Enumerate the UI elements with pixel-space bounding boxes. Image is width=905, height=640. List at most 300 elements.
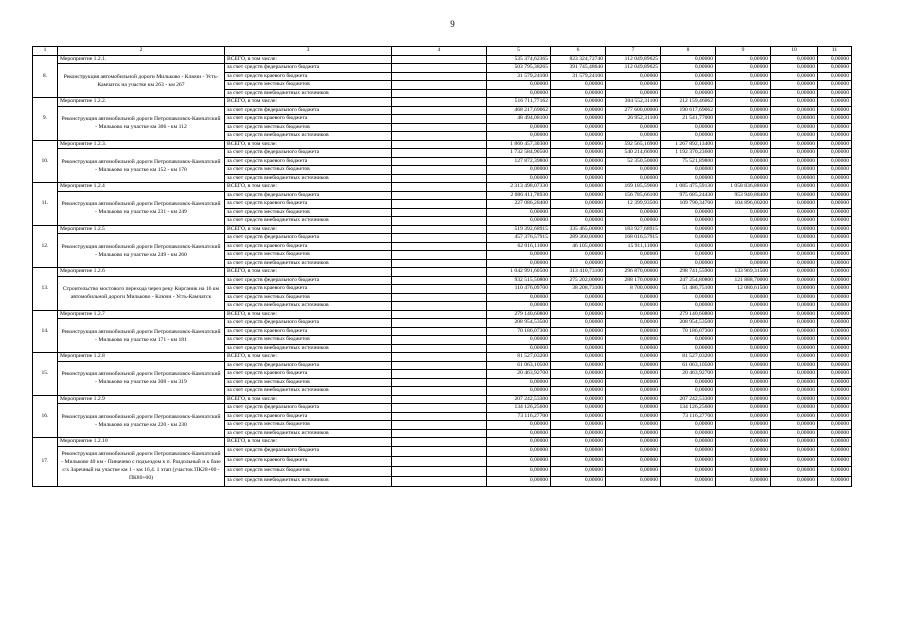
amount-cell: 0,00000 [716, 429, 771, 438]
amount-cell: 0,00000 [818, 166, 852, 175]
amount-cell: 0,00000 [771, 140, 818, 149]
amount-cell: 0,00000 [487, 217, 551, 226]
amount-cell: 0,00000 [716, 302, 771, 311]
amount-cell: 0,00000 [661, 225, 716, 234]
amount-cell: 0,00000 [771, 166, 818, 175]
funding-source: за счет средств местных бюджетов [225, 421, 392, 430]
amount-cell: 0,00000 [818, 217, 852, 226]
amount-cell: 391 745,48640 [551, 64, 606, 73]
funding-source: за счет средств федерального бюджета [225, 361, 392, 370]
column-header: 5 [487, 47, 551, 56]
amount-cell: 0,00000 [818, 89, 852, 98]
amount-cell: 0,00000 [487, 123, 551, 132]
amount-cell: 110 476,09700 [487, 285, 551, 294]
amount-cell: 0,00000 [661, 174, 716, 183]
funding-source: ВСЕГО, в том числе: [225, 183, 392, 192]
amount-cell: 20 463,92700 [661, 370, 716, 379]
amount-cell: 0,00000 [716, 234, 771, 243]
amount-cell: 0,00000 [818, 476, 852, 486]
amount-cell: 169 185,59600 [606, 183, 661, 192]
empty-cell [392, 89, 487, 98]
amount-cell: 0,00000 [771, 404, 818, 413]
funding-source: за счет средств краевого бюджета [225, 242, 392, 251]
amount-cell: 0,00000 [661, 55, 716, 64]
amount-cell: 0,00000 [771, 293, 818, 302]
amount-cell: 31 579,24100 [551, 72, 606, 81]
amount-cell: 0,00000 [716, 361, 771, 370]
amount-cell: 313 410,73100 [551, 268, 606, 277]
amount-cell: 0,00000 [716, 259, 771, 268]
amount-cell: 51 486,75100 [661, 285, 716, 294]
amount-cell: 12 399,93500 [606, 200, 661, 209]
amount-cell: 0,00000 [771, 395, 818, 404]
empty-cell [392, 242, 487, 251]
amount-cell: 0,00000 [771, 55, 818, 64]
table-row [33, 353, 852, 362]
amount-cell: 0,00000 [551, 157, 606, 166]
funding-source: ВСЕГО, в том числе: [225, 140, 392, 149]
amount-cell: 0,00000 [661, 302, 716, 311]
row-number: 17. [33, 438, 58, 487]
funding-source: за счет средств местных бюджетов [225, 378, 392, 387]
empty-cell [392, 72, 487, 81]
amount-cell: 0,00000 [818, 115, 852, 124]
measure-description: Реконструкция автомобильной дороги Петропавловск-Камчатский - Мильково на участке км 249 - км 260 [58, 234, 225, 268]
funding-source: за счет средств федерального бюджета [225, 234, 392, 243]
empty-cell [392, 412, 487, 421]
funding-source: за счет средств внебюджетных источников [225, 89, 392, 98]
funding-source: за счет средств внебюджетных источников [225, 429, 392, 438]
empty-cell [392, 302, 487, 311]
amount-cell: 227 086,28400 [487, 200, 551, 209]
amount-cell: 75 521,89800 [661, 157, 716, 166]
row-number: 14. [33, 310, 58, 353]
amount-cell: 38 208,73100 [551, 285, 606, 294]
amount-cell: 0,00000 [551, 149, 606, 158]
amount-cell: 0,00000 [771, 285, 818, 294]
amount-cell: 0,00000 [818, 421, 852, 430]
amount-cell: 190 617,69062 [661, 106, 716, 115]
amount-cell: 0,00000 [818, 200, 852, 209]
empty-cell [392, 200, 487, 209]
amount-cell: 0,00000 [661, 72, 716, 81]
empty-cell [392, 353, 487, 362]
funding-source: за счет средств краевого бюджета [225, 200, 392, 209]
amount-cell: 15 911,11000 [606, 242, 661, 251]
amount-cell: 0,00000 [606, 395, 661, 404]
row-number: 9. [33, 98, 58, 141]
funding-source: за счет средств краевого бюджета [225, 115, 392, 124]
amount-cell: 0,00000 [551, 421, 606, 430]
amount-cell: 0,00000 [771, 456, 818, 466]
amount-cell: 0,00000 [551, 395, 606, 404]
amount-cell: 0,00000 [606, 353, 661, 362]
amount-cell: 0,00000 [818, 268, 852, 277]
funding-source: за счет средств краевого бюджета [225, 456, 392, 466]
amount-cell: 0,00000 [818, 327, 852, 336]
funding-source: за счет средств внебюджетных источников [225, 132, 392, 141]
amount-cell: 156 785,66100 [606, 191, 661, 200]
amount-cell: 20 463,92700 [487, 370, 551, 379]
amount-cell: 0,00000 [818, 132, 852, 141]
amount-cell: 0,00000 [818, 319, 852, 328]
amount-cell: 0,00000 [661, 89, 716, 98]
empty-cell [392, 149, 487, 158]
amount-cell: 0,00000 [818, 208, 852, 217]
funding-table [32, 46, 852, 487]
amount-cell: 0,00000 [771, 183, 818, 192]
amount-cell: 592 565,16900 [606, 140, 661, 149]
table-row [33, 191, 852, 200]
table-row [33, 276, 852, 285]
table-row [33, 64, 852, 73]
amount-cell: 0,00000 [818, 387, 852, 396]
amount-cell: 0,00000 [551, 404, 606, 413]
amount-cell: 0,00000 [551, 115, 606, 124]
amount-cell: 503 795,38265 [487, 64, 551, 73]
funding-source: за счет средств внебюджетных источников [225, 302, 392, 311]
funding-source: ВСЕГО, в том числе: [225, 55, 392, 64]
amount-cell: 0,00000 [818, 149, 852, 158]
amount-cell: 0,00000 [551, 446, 606, 456]
amount-cell: 247 254,80800 [661, 276, 716, 285]
funding-source: за счет средств местных бюджетов [225, 208, 392, 217]
amount-cell: 0,00000 [661, 166, 716, 175]
column-header: 1 [33, 47, 58, 56]
amount-cell: 0,00000 [661, 132, 716, 141]
empty-cell [392, 476, 487, 486]
funding-source: за счет средств внебюджетных источников [225, 344, 392, 353]
amount-cell: 0,00000 [551, 208, 606, 217]
amount-cell: 0,00000 [818, 412, 852, 421]
amount-cell: 823 324,72740 [551, 55, 606, 64]
amount-cell: 0,00000 [606, 370, 661, 379]
amount-cell: 275 202,00000 [551, 276, 606, 285]
empty-cell [392, 225, 487, 234]
amount-cell: 0,00000 [606, 132, 661, 141]
table-row [33, 404, 852, 413]
amount-cell: 0,00000 [606, 438, 661, 447]
amount-cell: 0,00000 [487, 259, 551, 268]
amount-cell: 0,00000 [661, 208, 716, 217]
funding-source: за счет средств федерального бюджета [225, 191, 392, 200]
amount-cell: 0,00000 [771, 319, 818, 328]
amount-cell: 0,00000 [551, 166, 606, 175]
amount-cell: 0,00000 [771, 115, 818, 124]
amount-cell: 0,00000 [551, 200, 606, 209]
amount-cell: 81 527,03200 [487, 353, 551, 362]
amount-cell: 0,00000 [487, 81, 551, 90]
amount-cell: 0,00000 [771, 123, 818, 132]
amount-cell: 0,00000 [818, 293, 852, 302]
amount-cell: 0,00000 [771, 421, 818, 430]
funding-source: за счет средств внебюджетных источников [225, 174, 392, 183]
funding-source: за счет средств федерального бюджета [225, 64, 392, 73]
amount-cell: 0,00000 [716, 344, 771, 353]
measure-title: Мероприятие 1.2.7 [58, 310, 225, 319]
empty-cell [392, 115, 487, 124]
funding-source: ВСЕГО, в том числе: [225, 353, 392, 362]
amount-cell: 535 374,62365 [487, 55, 551, 64]
amount-cell: 0,00000 [716, 446, 771, 456]
amount-cell: 0,00000 [606, 361, 661, 370]
empty-cell [392, 183, 487, 192]
empty-cell [392, 276, 487, 285]
column-header: 4 [392, 47, 487, 56]
amount-cell: 0,00000 [716, 404, 771, 413]
page-number: 9 [450, 19, 455, 29]
amount-cell: 0,00000 [771, 268, 818, 277]
amount-cell: 0,00000 [818, 98, 852, 107]
funding-source: ВСЕГО, в том числе: [225, 310, 392, 319]
measure-title: Мероприятие 1.2.2. [58, 98, 225, 107]
amount-cell: 0,00000 [818, 64, 852, 73]
funding-source: за счет средств внебюджетных источников [225, 387, 392, 396]
row-number: 16. [33, 395, 58, 438]
amount-cell: 112 049,89625 [606, 55, 661, 64]
funding-source: за счет средств краевого бюджета [225, 285, 392, 294]
amount-cell: 0,00000 [771, 200, 818, 209]
amount-cell: 0,00000 [716, 476, 771, 486]
empty-cell [392, 174, 487, 183]
amount-cell: 0,00000 [661, 64, 716, 73]
table-row [33, 361, 852, 370]
amount-cell: 0,00000 [487, 132, 551, 141]
amount-cell: 0,00000 [818, 55, 852, 64]
amount-cell: 0,00000 [771, 191, 818, 200]
amount-cell: 207 242,53300 [487, 395, 551, 404]
row-number: 11. [33, 183, 58, 226]
amount-cell: 0,00000 [606, 259, 661, 268]
amount-cell: 0,00000 [818, 276, 852, 285]
empty-cell [392, 421, 487, 430]
table-row [33, 395, 852, 404]
table-row [33, 225, 852, 234]
amount-cell: 207 242,53300 [661, 395, 716, 404]
amount-cell: 0,00000 [551, 466, 606, 476]
empty-cell [392, 191, 487, 200]
amount-cell: 0,00000 [606, 336, 661, 345]
measure-title: Мероприятие 1.2.10 [58, 438, 225, 447]
funding-source: за счет средств местных бюджетов [225, 123, 392, 132]
column-header: 10 [771, 47, 818, 56]
amount-cell: 0,00000 [716, 327, 771, 336]
amount-cell: 0,00000 [606, 421, 661, 430]
amount-cell: 519 392,68915 [487, 225, 551, 234]
amount-cell: 0,00000 [551, 293, 606, 302]
amount-cell: 0,00000 [716, 293, 771, 302]
amount-cell: 0,00000 [551, 412, 606, 421]
amount-cell: 277 600,00000 [606, 106, 661, 115]
empty-cell [392, 327, 487, 336]
amount-cell: 2 313 498,07330 [487, 183, 551, 192]
amount-cell: 62 016,11000 [487, 242, 551, 251]
amount-cell: 0,00000 [661, 123, 716, 132]
amount-cell: 31 579,24100 [487, 72, 551, 81]
empty-cell [392, 319, 487, 328]
empty-cell [392, 64, 487, 73]
amount-cell: 298 741,55900 [661, 268, 716, 277]
funding-source: ВСЕГО, в том числе: [225, 268, 392, 277]
amount-cell: 0,00000 [771, 89, 818, 98]
funding-source: за счет средств федерального бюджета [225, 404, 392, 413]
amount-cell: 0,00000 [661, 456, 716, 466]
amount-cell: 0,00000 [551, 98, 606, 107]
amount-cell: 121 888,70000 [716, 276, 771, 285]
amount-cell: 0,00000 [716, 466, 771, 476]
amount-cell: 0,00000 [716, 378, 771, 387]
amount-cell: 0,00000 [716, 421, 771, 430]
amount-cell: 0,00000 [551, 217, 606, 226]
funding-source: за счет средств краевого бюджета [225, 72, 392, 81]
amount-cell: 0,00000 [551, 476, 606, 486]
amount-cell: 0,00000 [606, 327, 661, 336]
measure-title: Мероприятие 1.2.9 [58, 395, 225, 404]
amount-cell: 0,00000 [551, 319, 606, 328]
amount-cell: 0,00000 [771, 476, 818, 486]
amount-cell: 73 116,27700 [487, 412, 551, 421]
amount-cell: 0,00000 [771, 438, 818, 447]
amount-cell: 0,00000 [771, 217, 818, 226]
amount-cell: 0,00000 [551, 106, 606, 115]
amount-cell: 0,00000 [818, 123, 852, 132]
amount-cell: 48 494,08100 [487, 115, 551, 124]
column-header: 9 [716, 47, 771, 56]
amount-cell: 0,00000 [716, 319, 771, 328]
amount-cell: 0,00000 [661, 438, 716, 447]
amount-cell: 0,00000 [661, 429, 716, 438]
column-header: 6 [551, 47, 606, 56]
funding-source: за счет средств местных бюджетов [225, 166, 392, 175]
table-row [33, 106, 852, 115]
amount-cell: 953 940,88400 [716, 191, 771, 200]
amount-cell: 0,00000 [606, 81, 661, 90]
amount-cell: 0,00000 [606, 166, 661, 175]
amount-cell: 279 140,60800 [487, 310, 551, 319]
funding-source: за счет средств внебюджетных источников [225, 476, 392, 486]
amount-cell: 1 042 991,60500 [487, 268, 551, 277]
amount-cell: 0,00000 [771, 310, 818, 319]
amount-cell: 0,00000 [771, 276, 818, 285]
row-number: 13. [33, 268, 58, 311]
amount-cell: 0,00000 [716, 412, 771, 421]
amount-cell: 468 217,69062 [487, 106, 551, 115]
funding-source: за счет средств краевого бюджета [225, 370, 392, 379]
column-header: 11 [818, 47, 852, 56]
amount-cell: 0,00000 [771, 370, 818, 379]
amount-cell: 0,00000 [551, 140, 606, 149]
amount-cell: 0,00000 [487, 166, 551, 175]
amount-cell: 26 952,31100 [606, 115, 661, 124]
amount-cell: 0,00000 [716, 336, 771, 345]
amount-cell: 0,00000 [818, 353, 852, 362]
amount-cell: 1 192 370,23600 [661, 149, 716, 158]
amount-cell: 0,00000 [771, 157, 818, 166]
amount-cell: 0,00000 [771, 81, 818, 90]
amount-cell: 0,00000 [818, 370, 852, 379]
amount-cell: 0,00000 [818, 404, 852, 413]
amount-cell: 0,00000 [661, 446, 716, 456]
amount-cell: 0,00000 [716, 166, 771, 175]
amount-cell: 0,00000 [606, 456, 661, 466]
amount-cell: 0,00000 [487, 378, 551, 387]
table-row [33, 234, 852, 243]
empty-cell [392, 293, 487, 302]
empty-cell [392, 268, 487, 277]
empty-cell [392, 217, 487, 226]
amount-cell: 168 016,57915 [606, 234, 661, 243]
amount-cell: 0,00000 [818, 81, 852, 90]
amount-cell: 0,00000 [551, 251, 606, 260]
amount-cell: 0,00000 [771, 208, 818, 217]
amount-cell: 0,00000 [606, 466, 661, 476]
amount-cell: 0,00000 [818, 429, 852, 438]
amount-cell: 0,00000 [716, 251, 771, 260]
amount-cell: 0,00000 [818, 106, 852, 115]
funding-source: ВСЕГО, в том числе: [225, 395, 392, 404]
amount-cell: 0,00000 [551, 259, 606, 268]
amount-cell: 304 552,31100 [606, 98, 661, 107]
funding-source: за счет средств федерального бюджета [225, 319, 392, 328]
amount-cell: 1 085 475,59130 [661, 183, 716, 192]
amount-cell: 0,00000 [818, 191, 852, 200]
amount-cell: 0,00000 [551, 336, 606, 345]
empty-cell [392, 370, 487, 379]
amount-cell: 46 105,00000 [551, 242, 606, 251]
amount-cell: 212 159,46062 [661, 98, 716, 107]
amount-cell: 0,00000 [818, 378, 852, 387]
amount-cell: 0,00000 [771, 251, 818, 260]
amount-cell: 0,00000 [818, 140, 852, 149]
amount-cell: 0,00000 [606, 378, 661, 387]
amount-cell: 0,00000 [818, 157, 852, 166]
funding-source: за счет средств местных бюджетов [225, 81, 392, 90]
amount-cell: 0,00000 [606, 387, 661, 396]
amount-cell: 540 214,66900 [606, 149, 661, 158]
amount-cell: 457 376,57915 [487, 234, 551, 243]
amount-cell: 12 080,61500 [716, 285, 771, 294]
amount-cell: 0,00000 [716, 208, 771, 217]
amount-cell: 0,00000 [818, 183, 852, 192]
amount-cell: 0,00000 [661, 293, 716, 302]
amount-cell: 0,00000 [487, 293, 551, 302]
amount-cell: 73 116,27700 [661, 412, 716, 421]
amount-cell: 0,00000 [551, 89, 606, 98]
amount-cell: 70 186,07300 [487, 327, 551, 336]
amount-cell: 0,00000 [818, 225, 852, 234]
amount-cell: 296 870,00000 [606, 268, 661, 277]
amount-cell: 0,00000 [551, 456, 606, 466]
amount-cell: 0,00000 [716, 140, 771, 149]
amount-cell: 0,00000 [487, 387, 551, 396]
table-row [33, 446, 852, 456]
amount-cell: 0,00000 [487, 466, 551, 476]
amount-cell: 0,00000 [606, 429, 661, 438]
amount-cell: 0,00000 [606, 302, 661, 311]
measure-description: Реконструкция автомобильной дороги Петропавловск-Камчатский - Мильково на участке км 220 - км 230 [58, 404, 225, 438]
empty-cell [392, 234, 487, 243]
amount-cell: 0,00000 [771, 302, 818, 311]
amount-cell: 112 049,89625 [606, 64, 661, 73]
amount-cell: 0,00000 [771, 344, 818, 353]
funding-source: за счет средств краевого бюджета [225, 157, 392, 166]
amount-cell: 0,00000 [606, 476, 661, 486]
measure-description: Строительство мостового перехода через реку Кирганик на 16 км автомобильной дороги Мильково - Ключи - Усть-Камчатск [58, 276, 225, 310]
amount-cell: 0,00000 [487, 336, 551, 345]
empty-cell [392, 466, 487, 476]
empty-cell [392, 285, 487, 294]
funding-source: за счет средств федерального бюджета [225, 106, 392, 115]
